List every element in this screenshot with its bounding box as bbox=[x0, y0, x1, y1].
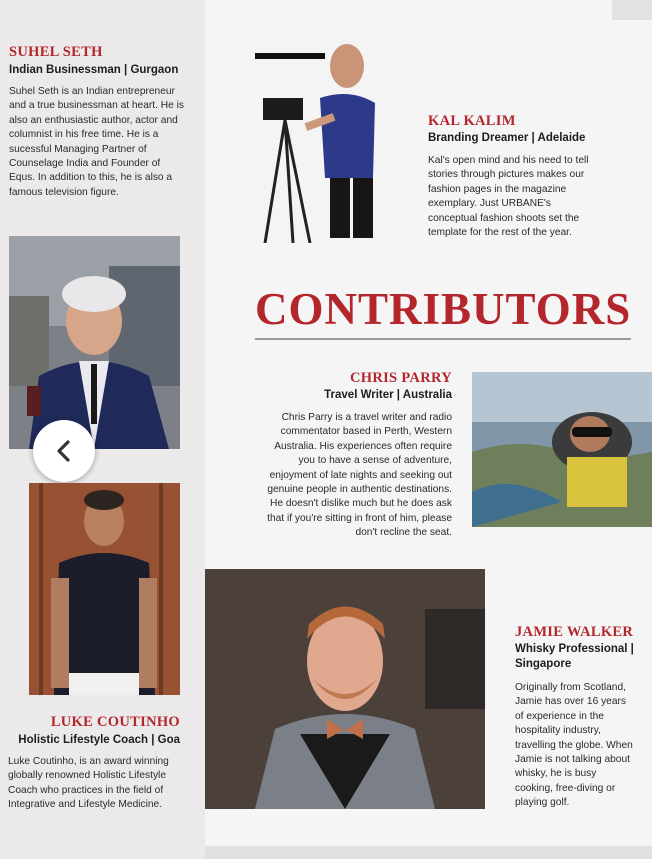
contributor-jamie-walker bbox=[515, 624, 645, 811]
contributor-kal-kalim bbox=[428, 113, 603, 240]
photo-chris-parry bbox=[472, 372, 652, 527]
contributor-bio: Suhel Seth is an Indian entrepreneur and a true businessman at heart. He is also an enthusiastic author, actor and columnist in his free time. He is a sucessful Managing Partner of Counselage India and Founder of Equs. In addition to this, he is also a famous television figure. bbox=[9, 86, 184, 198]
contributor-role: Holistic Lifestyle Coach | Goa bbox=[18, 734, 180, 746]
contributor-luke-coutinho bbox=[8, 714, 180, 813]
contributor-name: JAMIE WALKER bbox=[515, 624, 634, 640]
photo-jamie-walker bbox=[205, 569, 485, 809]
contributor-suhel-seth bbox=[9, 44, 189, 200]
contributor-name: KAL KALIM bbox=[428, 113, 516, 129]
contributor-bio: Luke Coutinho, is an award winning globally renowned Holistic Lifestyle Coach who practices in the field of Integrative and Lifestyle Medicine. bbox=[8, 756, 169, 811]
corner-tab bbox=[612, 0, 652, 20]
photo-luke-coutinho bbox=[29, 483, 180, 695]
page-title: CONTRIBUTORS bbox=[255, 284, 632, 334]
title-divider bbox=[255, 338, 631, 340]
bottom-strip bbox=[205, 846, 652, 859]
chevron-left-icon bbox=[56, 440, 72, 462]
contributor-name: CHRIS PARRY bbox=[349, 370, 452, 386]
contributor-bio: Chris Parry is a travel writer and radio commentator based in Perth, Western Australia. His experiences often require you to have a sense of adventure, enjoyment of late nights and seeking out genuine people in authentic destinations. He doesn't dislike much but he does ask that if you're sitting in front of him, please don't recline the seat. bbox=[267, 412, 452, 539]
contributor-bio: Originally from Scotland, Jamie has over 16 years of experience in the hospitality industry, travelling the globe. When Jamie is not talking about whisky, he is busy cooking, free-diving or playing golf. bbox=[515, 682, 633, 809]
contributor-name: LUKE COUTINHO bbox=[50, 714, 180, 730]
contributor-chris-parry bbox=[255, 370, 452, 541]
contributor-name: SUHEL SETH bbox=[9, 44, 103, 60]
contributor-role: Indian Businessman | Gurgaon bbox=[9, 64, 179, 76]
contributor-bio: Kal's open mind and his need to tell stories through pictures makes our fashion pages in the magazine exemplary. Just URBANE's conceptual fashion shoots set the template for the rest of the year. bbox=[428, 155, 589, 239]
contributor-role: Whisky Professional | Singapore bbox=[515, 643, 634, 670]
photo-suhel-seth bbox=[9, 236, 180, 449]
contributor-role: Travel Writer | Australia bbox=[324, 389, 452, 401]
contributor-role: Branding Dreamer | Adelaide bbox=[428, 132, 586, 144]
previous-page-button[interactable] bbox=[33, 420, 95, 482]
photo-kal-kalim bbox=[255, 18, 408, 243]
